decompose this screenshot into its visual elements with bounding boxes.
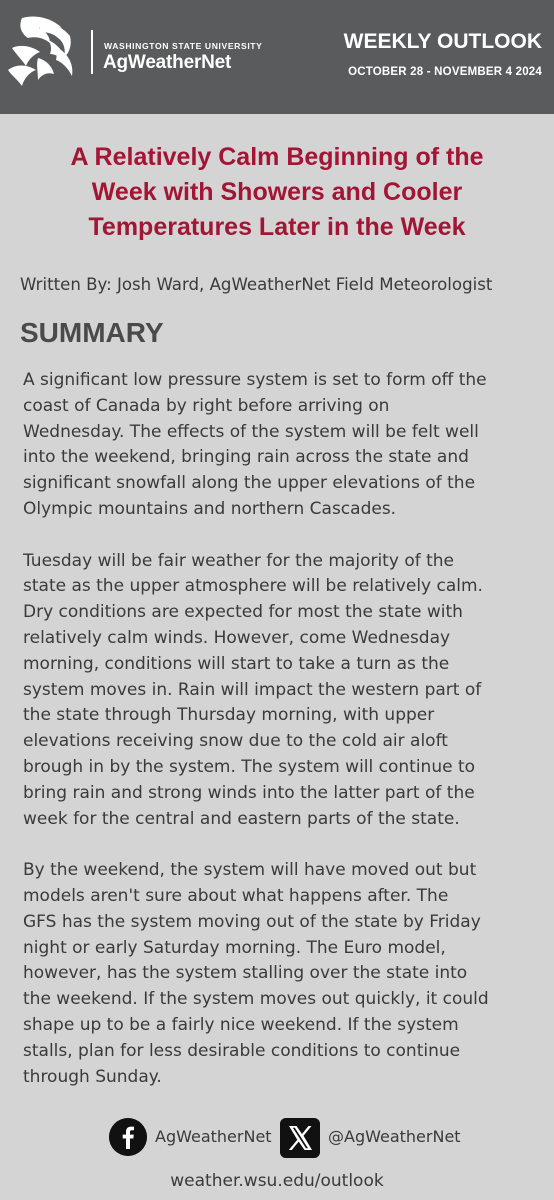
text-line: By the weekend, the system will have moved out but [23,860,477,881]
text-line: Tuesday will be fair weather for the majority of the [23,550,455,571]
website-link[interactable]: weather.wsu.edu/outlook [170,1171,384,1191]
text-line: night or early Saturday morning. The Euro model, [23,937,446,958]
text-line: through Sunday. [23,1066,162,1087]
text-line: coast of Canada by right before arriving on [23,395,390,416]
x-icon[interactable] [280,1118,320,1158]
header-banner [0,0,554,114]
text-line: Olympic mountains and northern Cascades. [23,498,397,519]
outlook-title: WEEKLY OUTLOOK [343,30,542,53]
social-links [0,1116,554,1160]
text-line: the weekend. If the system moves out quickly, it could [23,989,489,1010]
summary-heading: SUMMARY [20,317,164,348]
university-name: WASHINGTON STATE UNIVERSITY [104,41,263,51]
summary-body [23,368,543,1116]
text-line: brough in by the system. The system will continue to [23,756,476,777]
text-line: into the weekend, bringing rain across the state and [23,447,469,468]
text-line: relatively calm winds. However, come Wednesday [23,627,451,648]
text-line: models aren't sure about what happens after. The [23,885,449,906]
outlook-dates: OCTOBER 28 - NOVEMBER 4 2024 [348,66,542,78]
text-line: state as the upper atmosphere will be relatively calm. [23,576,483,597]
author-byline: Written By: Josh Ward, AgWeatherNet Field Meteorologist [20,275,493,294]
x-handle-link[interactable]: @AgWeatherNet [328,1127,461,1146]
text-line: system moves in. Rain will impact the western part of [23,679,482,700]
text-line: however, has the system stalling over the state into [23,963,468,984]
facebook-handle-link[interactable]: AgWeatherNet [155,1127,272,1146]
logo-divider [91,30,93,74]
summary-paragraph [23,549,543,833]
brand-name: AgWeatherNet [103,52,232,73]
text-line: the state through Thursday morning, with upper [23,705,435,726]
summary-paragraph [23,858,543,1090]
headline-line: Week with Showers and Cooler [91,178,463,206]
text-line: bring rain and strong winds into the latter part of the [23,782,475,803]
summary-paragraph [23,368,543,523]
text-line: GFS has the system moving out of the state by Friday [23,911,481,932]
headline-line: A Relatively Calm Beginning of the [70,143,484,171]
text-line: shape up to be a fairly nice weekend. If the system [23,1014,459,1035]
text-line: morning, conditions will start to take a turn as the [23,653,450,674]
text-line: significant snowfall along the upper elevations of the [23,473,476,494]
text-line: elevations receiving snow due to the cold air aloft [23,731,448,752]
text-line: week for the central and eastern parts of the state. [23,808,460,829]
headline [20,140,534,245]
headline-line: Temperatures Later in the Week [88,213,466,241]
text-line: stalls, plan for less desirable conditions to continue [23,1040,461,1061]
text-line: A significant low pressure system is set to form off the [23,370,487,390]
text-line: Dry conditions are expected for most the state with [23,602,463,623]
wsu-cougar-logo-icon [6,14,78,88]
facebook-icon[interactable] [109,1118,147,1156]
text-line: Wednesday. The effects of the system will be felt well [23,421,479,442]
